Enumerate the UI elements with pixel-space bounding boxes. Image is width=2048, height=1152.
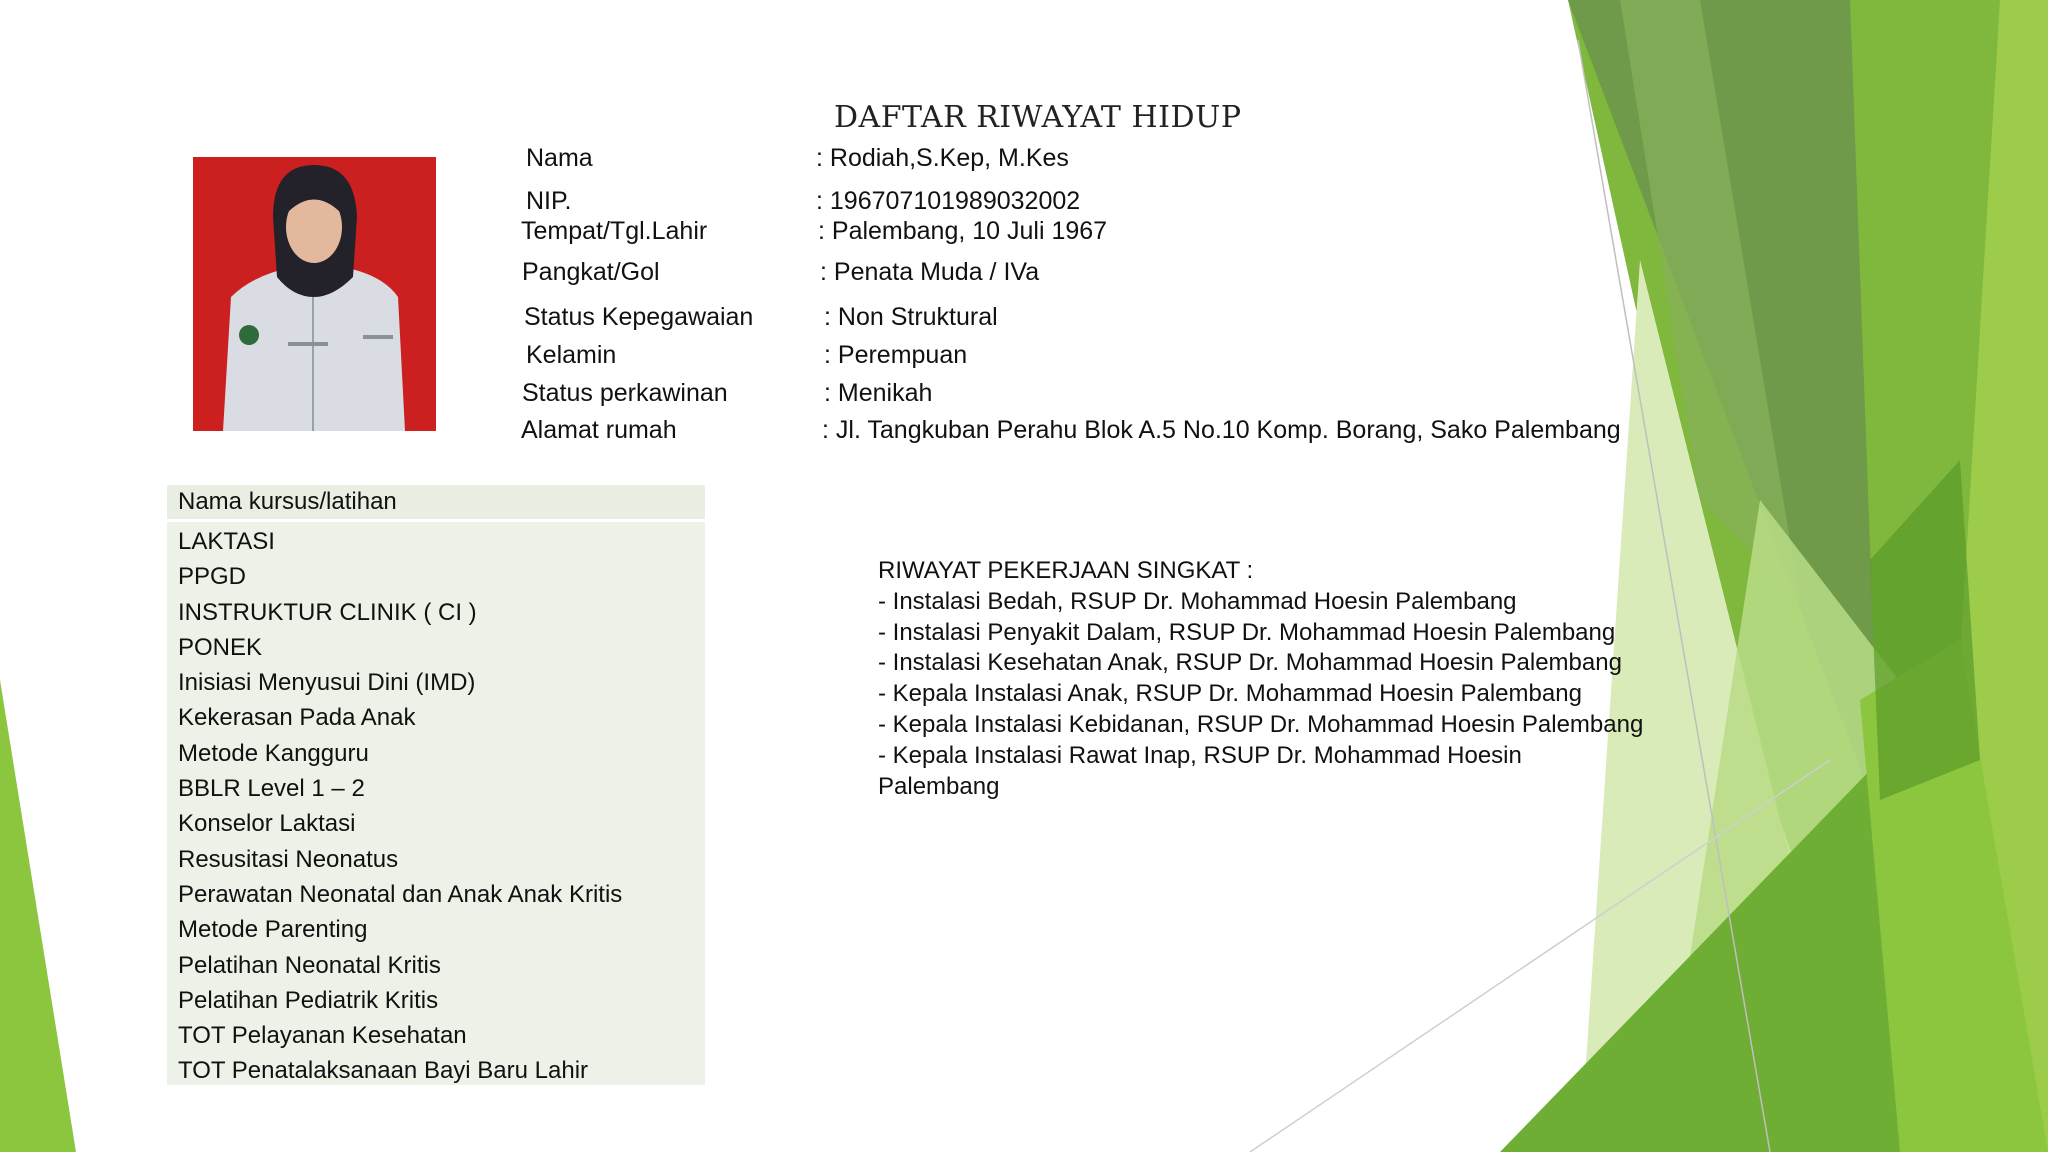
bio-value-status-perkawinan: : Menikah	[824, 379, 933, 407]
bio-label-pangkat-gol: Pangkat/Gol	[522, 258, 660, 286]
training-item: INSTRUKTUR CLINIK ( CI )	[178, 598, 477, 626]
training-table	[167, 485, 705, 1085]
training-item: PONEK	[178, 633, 263, 661]
page-title: DAFTAR RIWAYAT HIDUP	[834, 100, 1242, 135]
training-item: Resusitasi Neonatus	[178, 845, 399, 873]
bio-value-kelamin: : Perempuan	[824, 341, 968, 369]
training-item: TOT Penatalaksanaan Bayi Baru Lahir	[178, 1057, 589, 1085]
training-item: Metode Parenting	[178, 916, 368, 944]
work-history	[878, 556, 1778, 802]
training-item: Konselor Laktasi	[178, 810, 356, 838]
training-item: LAKTASI	[178, 528, 275, 555]
bio-value-nip: : 196707101989032002	[816, 187, 1081, 215]
training-item: TOT Pelayanan Kesehatan	[178, 1022, 467, 1050]
training-item: Kekerasan Pada Anak	[178, 704, 416, 732]
training-item: PPGD	[178, 563, 247, 591]
bio-label-nama: Nama	[526, 144, 593, 172]
bio-label-nip: NIP.	[526, 187, 572, 215]
training-item: Pelatihan Pediatrik Kritis	[178, 986, 439, 1014]
bio-value-status-kepegawaian: : Non Struktural	[824, 303, 998, 331]
bio-value-tempat-tgl-lahir: : Palembang, 10 Juli 1967	[818, 217, 1108, 245]
profile-photo	[193, 157, 436, 431]
bio-label-alamat-rumah: Alamat rumah	[521, 416, 677, 444]
bio-label-kelamin: Kelamin	[526, 341, 617, 369]
bio-value-pangkat-gol: : Penata Muda / IVa	[820, 258, 1040, 286]
work-history-item: - Kepala Instalasi Kebidanan, RSUP Dr. Mohammad Hoesin Palembang	[878, 710, 1644, 738]
training-table-header: Nama kursus/latihan	[167, 485, 705, 522]
work-history-item: - Kepala Instalasi Rawat Inap, RSUP Dr. Mohammad Hoesin Palembang	[878, 741, 1522, 800]
work-history-item: - Instalasi Penyakit Dalam, RSUP Dr. Mohammad Hoesin Palembang	[878, 618, 1616, 646]
training-item: Inisiasi Menyusui Dini (IMD)	[178, 669, 476, 697]
bio-label-status-perkawinan: Status perkawinan	[522, 379, 728, 407]
bio-value-alamat-rumah: : Jl. Tangkuban Perahu Blok A.5 No.10 Komp. Borang, Sako Palembang	[822, 416, 1621, 444]
work-history-heading: RIWAYAT PEKERJAAN SINGKAT :	[878, 557, 1254, 584]
training-item: Metode Kangguru	[178, 739, 369, 767]
work-history-item: - Kepala Instalasi Anak, RSUP Dr. Mohammad Hoesin Palembang	[878, 680, 1582, 708]
bio-label-status-kepegawaian: Status Kepegawaian	[524, 303, 754, 331]
training-item: BBLR Level 1 – 2	[178, 775, 365, 803]
bio-value-nama: : Rodiah,S.Kep, M.Kes	[816, 144, 1069, 172]
training-item: Pelatihan Neonatal Kritis	[178, 951, 441, 979]
bio-label-tempat-tgl-lahir: Tempat/Tgl.Lahir	[521, 217, 708, 245]
work-history-item: - Instalasi Kesehatan Anak, RSUP Dr. Mohammad Hoesin Palembang	[878, 649, 1622, 677]
work-history-item: - Instalasi Bedah, RSUP Dr. Mohammad Hoesin Palembang	[878, 587, 1517, 615]
training-item: Perawatan Neonatal dan Anak Anak Kritis	[178, 880, 623, 908]
